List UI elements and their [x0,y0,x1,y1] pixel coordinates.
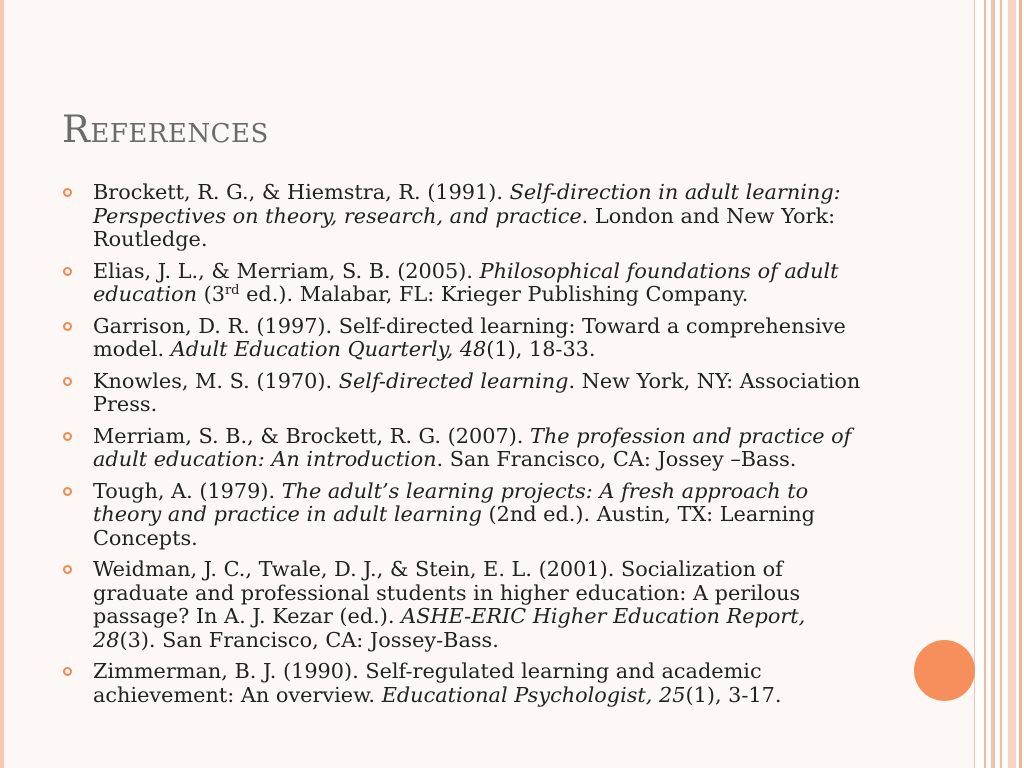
slide-title: References [62,108,269,151]
circle-bullet-icon [63,487,72,496]
reference-title: The profession and practice of adult education: An introduction [93,423,852,471]
reference-title: ASHE-ERIC Higher Education Report, 28 [93,604,806,652]
reference-item [62,181,862,252]
reference-authors: Elias, J. L., & Merriam, S. B. (2005). [93,258,473,283]
reference-title: Educational Psychologist, 25 [381,682,686,707]
reference-title: The adult’s learning projects: A fresh approach to theory and practice in adult learning [93,478,809,526]
reference-item [62,425,862,472]
reference-authors: Merriam, S. B., & Brockett, R. G. (2007). [93,423,524,448]
reference-authors: Zimmerman, B. J. (1990). Self-regulated learning and academic achievement: An overview. [93,659,762,707]
reference-authors: Brockett, R. G., & Hiemstra, R. (1991). [93,180,503,204]
reference-details: (3). San Francisco, CA: Jossey-Bass. [119,627,499,652]
reference-title: Philosophical foundations of adult education [93,258,839,306]
circle-bullet-icon [63,432,72,441]
reference-item [62,660,862,707]
reference-details: (1), 3-17. [685,682,782,707]
decorative-stripe [984,0,986,768]
reference-title: Self-direction in adult learning: Perspectives on theory, research, and practice [93,180,841,228]
reference-title: Self-directed learning [338,368,569,393]
reference-item [62,480,862,551]
reference-list [62,181,862,715]
reference-item [62,558,862,652]
reference-details: ed.). Malabar, FL: Krieger Publishing Company. [239,282,749,306]
reference-superscript: rd [224,283,240,298]
reference-authors: Garrison, D. R. (1997). Self-directed learning: Toward a comprehensive model. [93,313,846,361]
circle-bullet-icon [63,322,72,331]
circle-bullet-icon [63,565,72,574]
decorative-stripe [1000,0,1002,768]
reference-details: . San Francisco, CA: Jossey –Bass. [436,447,797,471]
reference-item [62,315,862,362]
circle-bullet-icon [63,188,72,197]
reference-authors: Weidman, J. C., Twale, D. J., & Stein, E. L. (2001). Socialization of graduate and professional students in higher education: A perilous passage? In A. J. Kezar (ed.). [93,557,801,628]
decorative-circle-icon [914,640,975,701]
reference-title: Adult Education Quarterly, 48 [170,337,487,361]
decorative-stripe [1019,0,1022,768]
left-border [0,0,4,768]
reference-item [62,260,862,307]
reference-edition: (3 [197,282,225,306]
reference-details: . New York, NY: Association Press. [93,368,861,416]
circle-bullet-icon [63,667,72,676]
reference-authors: Knowles, M. S. (1970). [93,368,333,393]
reference-item [62,370,862,417]
circle-bullet-icon [63,377,72,386]
reference-authors: Tough, A. (1979). [93,478,276,503]
reference-details: (1), 18-33. [486,337,596,361]
reference-details: . London and New York: Routledge. [93,203,836,251]
reference-details: (2nd ed.). Austin, TX: Learning Concepts. [93,502,815,550]
circle-bullet-icon [63,267,72,276]
decorative-stripe [991,0,995,768]
decorative-stripe [1008,0,1016,768]
